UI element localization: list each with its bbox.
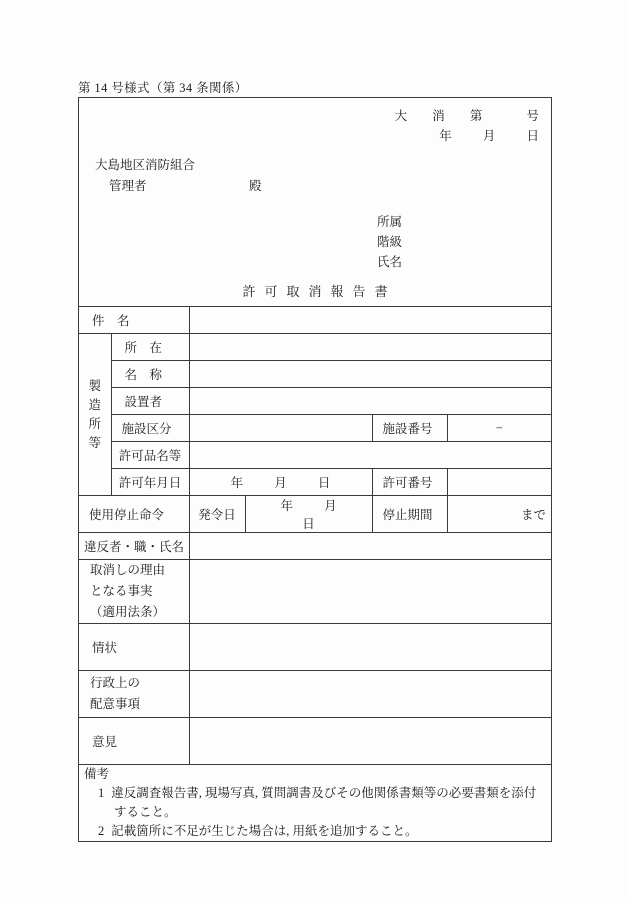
table-row-remarks — [79, 765, 551, 842]
permit-date-month-label: 月 — [274, 476, 287, 490]
date-day-label: 日 — [526, 129, 539, 143]
issue-month-label: 月 — [324, 499, 337, 513]
permit-date-value[interactable] — [189, 469, 372, 496]
facility-group-label — [79, 334, 111, 496]
facility-group-char-3: 所 — [88, 416, 101, 431]
reason-label-line-2: となる事実 — [90, 584, 153, 598]
installer-value[interactable] — [189, 388, 551, 415]
admin-notes-label — [79, 671, 189, 718]
facility-class-label — [111, 415, 189, 442]
document-date-line — [439, 126, 539, 144]
permit-item-label: 許可品名等 — [111, 442, 189, 469]
table-row-opinion — [79, 718, 551, 765]
report-table — [79, 306, 551, 841]
facility-class-label-text: 施設区分 — [121, 422, 172, 436]
remarks-title: 備考 — [84, 767, 110, 781]
facility-name-label — [111, 361, 189, 388]
facility-name-label-text: 名 称 — [124, 368, 163, 382]
facility-group-char-2: 造 — [88, 397, 101, 412]
table-row-reason — [79, 560, 551, 624]
table-row-facility-class — [79, 415, 551, 442]
case-name-label-text: 件 名 — [92, 314, 130, 328]
addressee-role: 管理者 — [109, 179, 147, 193]
reason-label-line-3: （適用法条） — [90, 605, 166, 619]
remarks-item-number: 2 — [98, 824, 105, 838]
addressee-honorific: 殿 — [249, 179, 262, 193]
reason-value[interactable] — [189, 560, 551, 624]
table-row-permit-date — [79, 469, 551, 496]
case-name-label — [79, 307, 189, 334]
suspension-period-value[interactable]: まで — [447, 496, 551, 533]
opinion-value[interactable] — [189, 718, 551, 765]
sender-block — [377, 212, 402, 272]
installer-label — [111, 388, 189, 415]
date-month-label: 月 — [482, 129, 496, 143]
remarks-item-text: 違反調査報告書, 現場写真, 質問調書及びその他関係書類等の必要書類を添付すること。 — [111, 786, 537, 819]
admin-notes-label-line-2: 配意事項 — [90, 697, 141, 711]
remarks-item-number: 1 — [98, 786, 105, 800]
violator-label: 違反者・職・氏名 — [79, 533, 189, 560]
violator-value[interactable] — [189, 533, 551, 560]
permit-number-label-text: 許可番号 — [382, 476, 433, 490]
issue-date-value[interactable] — [245, 496, 372, 533]
suspension-order-label-text: 使用停止命令 — [89, 508, 165, 522]
case-name-value[interactable] — [189, 307, 551, 334]
admin-notes-label-line-1: 行政上の — [90, 676, 141, 690]
permit-date-label: 許可年月日 — [111, 469, 189, 496]
table-row-circumstances — [79, 624, 551, 671]
reason-label-line-1: 取消しの理由 — [90, 563, 166, 577]
table-row-suspension-order — [79, 496, 551, 533]
suspension-period-label — [372, 496, 447, 533]
permit-item-value[interactable] — [189, 442, 551, 469]
suspension-order-label — [79, 496, 189, 533]
facility-group-char-4: 等 — [88, 435, 101, 450]
document-number-label: 大 消 第 — [394, 109, 494, 123]
sender-affiliation-label: 所属 — [377, 215, 403, 229]
location-label — [111, 334, 189, 361]
table-row-permit-item — [79, 442, 551, 469]
document-number-suffix: 号 — [526, 109, 539, 123]
permit-date-year-label: 年 — [230, 476, 244, 490]
location-value[interactable] — [189, 334, 551, 361]
table-row-installer — [79, 388, 551, 415]
form-number: 第 14 号様式（第 34 条関係） — [78, 81, 248, 95]
date-year-label: 年 — [439, 129, 452, 143]
facility-number-value[interactable]: − — [447, 415, 551, 442]
issue-day-label: 日 — [302, 517, 315, 531]
form-frame — [78, 97, 552, 842]
remarks-cell — [79, 765, 551, 842]
table-row-case-name — [79, 307, 551, 334]
document-title: 許可取消報告書 — [242, 284, 397, 299]
addressee-organization: 大島地区消防組合 — [95, 158, 196, 172]
circumstances-value[interactable] — [189, 624, 551, 671]
table-row-name — [79, 361, 551, 388]
circumstances-label-text: 情状 — [92, 641, 118, 655]
remarks-item-text: 記載箇所に不足が生じた場合は, 用紙を追加すること。 — [111, 824, 418, 838]
facility-class-value[interactable] — [189, 415, 372, 442]
admin-notes-value[interactable] — [189, 671, 551, 718]
issue-year-label: 年 — [280, 499, 293, 513]
opinion-label — [79, 718, 189, 765]
form-header — [79, 98, 551, 306]
facility-number-label — [372, 415, 447, 442]
location-label-text: 所 在 — [124, 341, 163, 355]
sender-name-label: 氏名 — [377, 255, 403, 269]
facility-number-label-text: 施設番号 — [382, 422, 433, 436]
facility-name-value[interactable] — [189, 361, 551, 388]
sender-rank-label: 階級 — [377, 235, 403, 249]
reason-label — [79, 560, 189, 624]
permit-date-day-label: 日 — [317, 476, 331, 490]
circumstances-label — [79, 624, 189, 671]
remarks-item — [98, 784, 546, 822]
permit-number-label — [372, 469, 447, 496]
remarks-item — [98, 822, 546, 841]
document-number-line — [395, 106, 539, 124]
facility-group-char-1: 製 — [88, 378, 101, 393]
suspension-period-label-text: 停止期間 — [382, 508, 433, 522]
table-row-admin-notes — [79, 671, 551, 718]
opinion-label-text: 意見 — [92, 735, 118, 749]
table-row-location — [79, 334, 551, 361]
issue-date-label: 発令日 — [189, 496, 245, 533]
remarks-list — [84, 784, 546, 841]
installer-label-text: 設置者 — [124, 395, 163, 409]
table-row-violator — [79, 533, 551, 560]
permit-number-value[interactable] — [447, 469, 551, 496]
